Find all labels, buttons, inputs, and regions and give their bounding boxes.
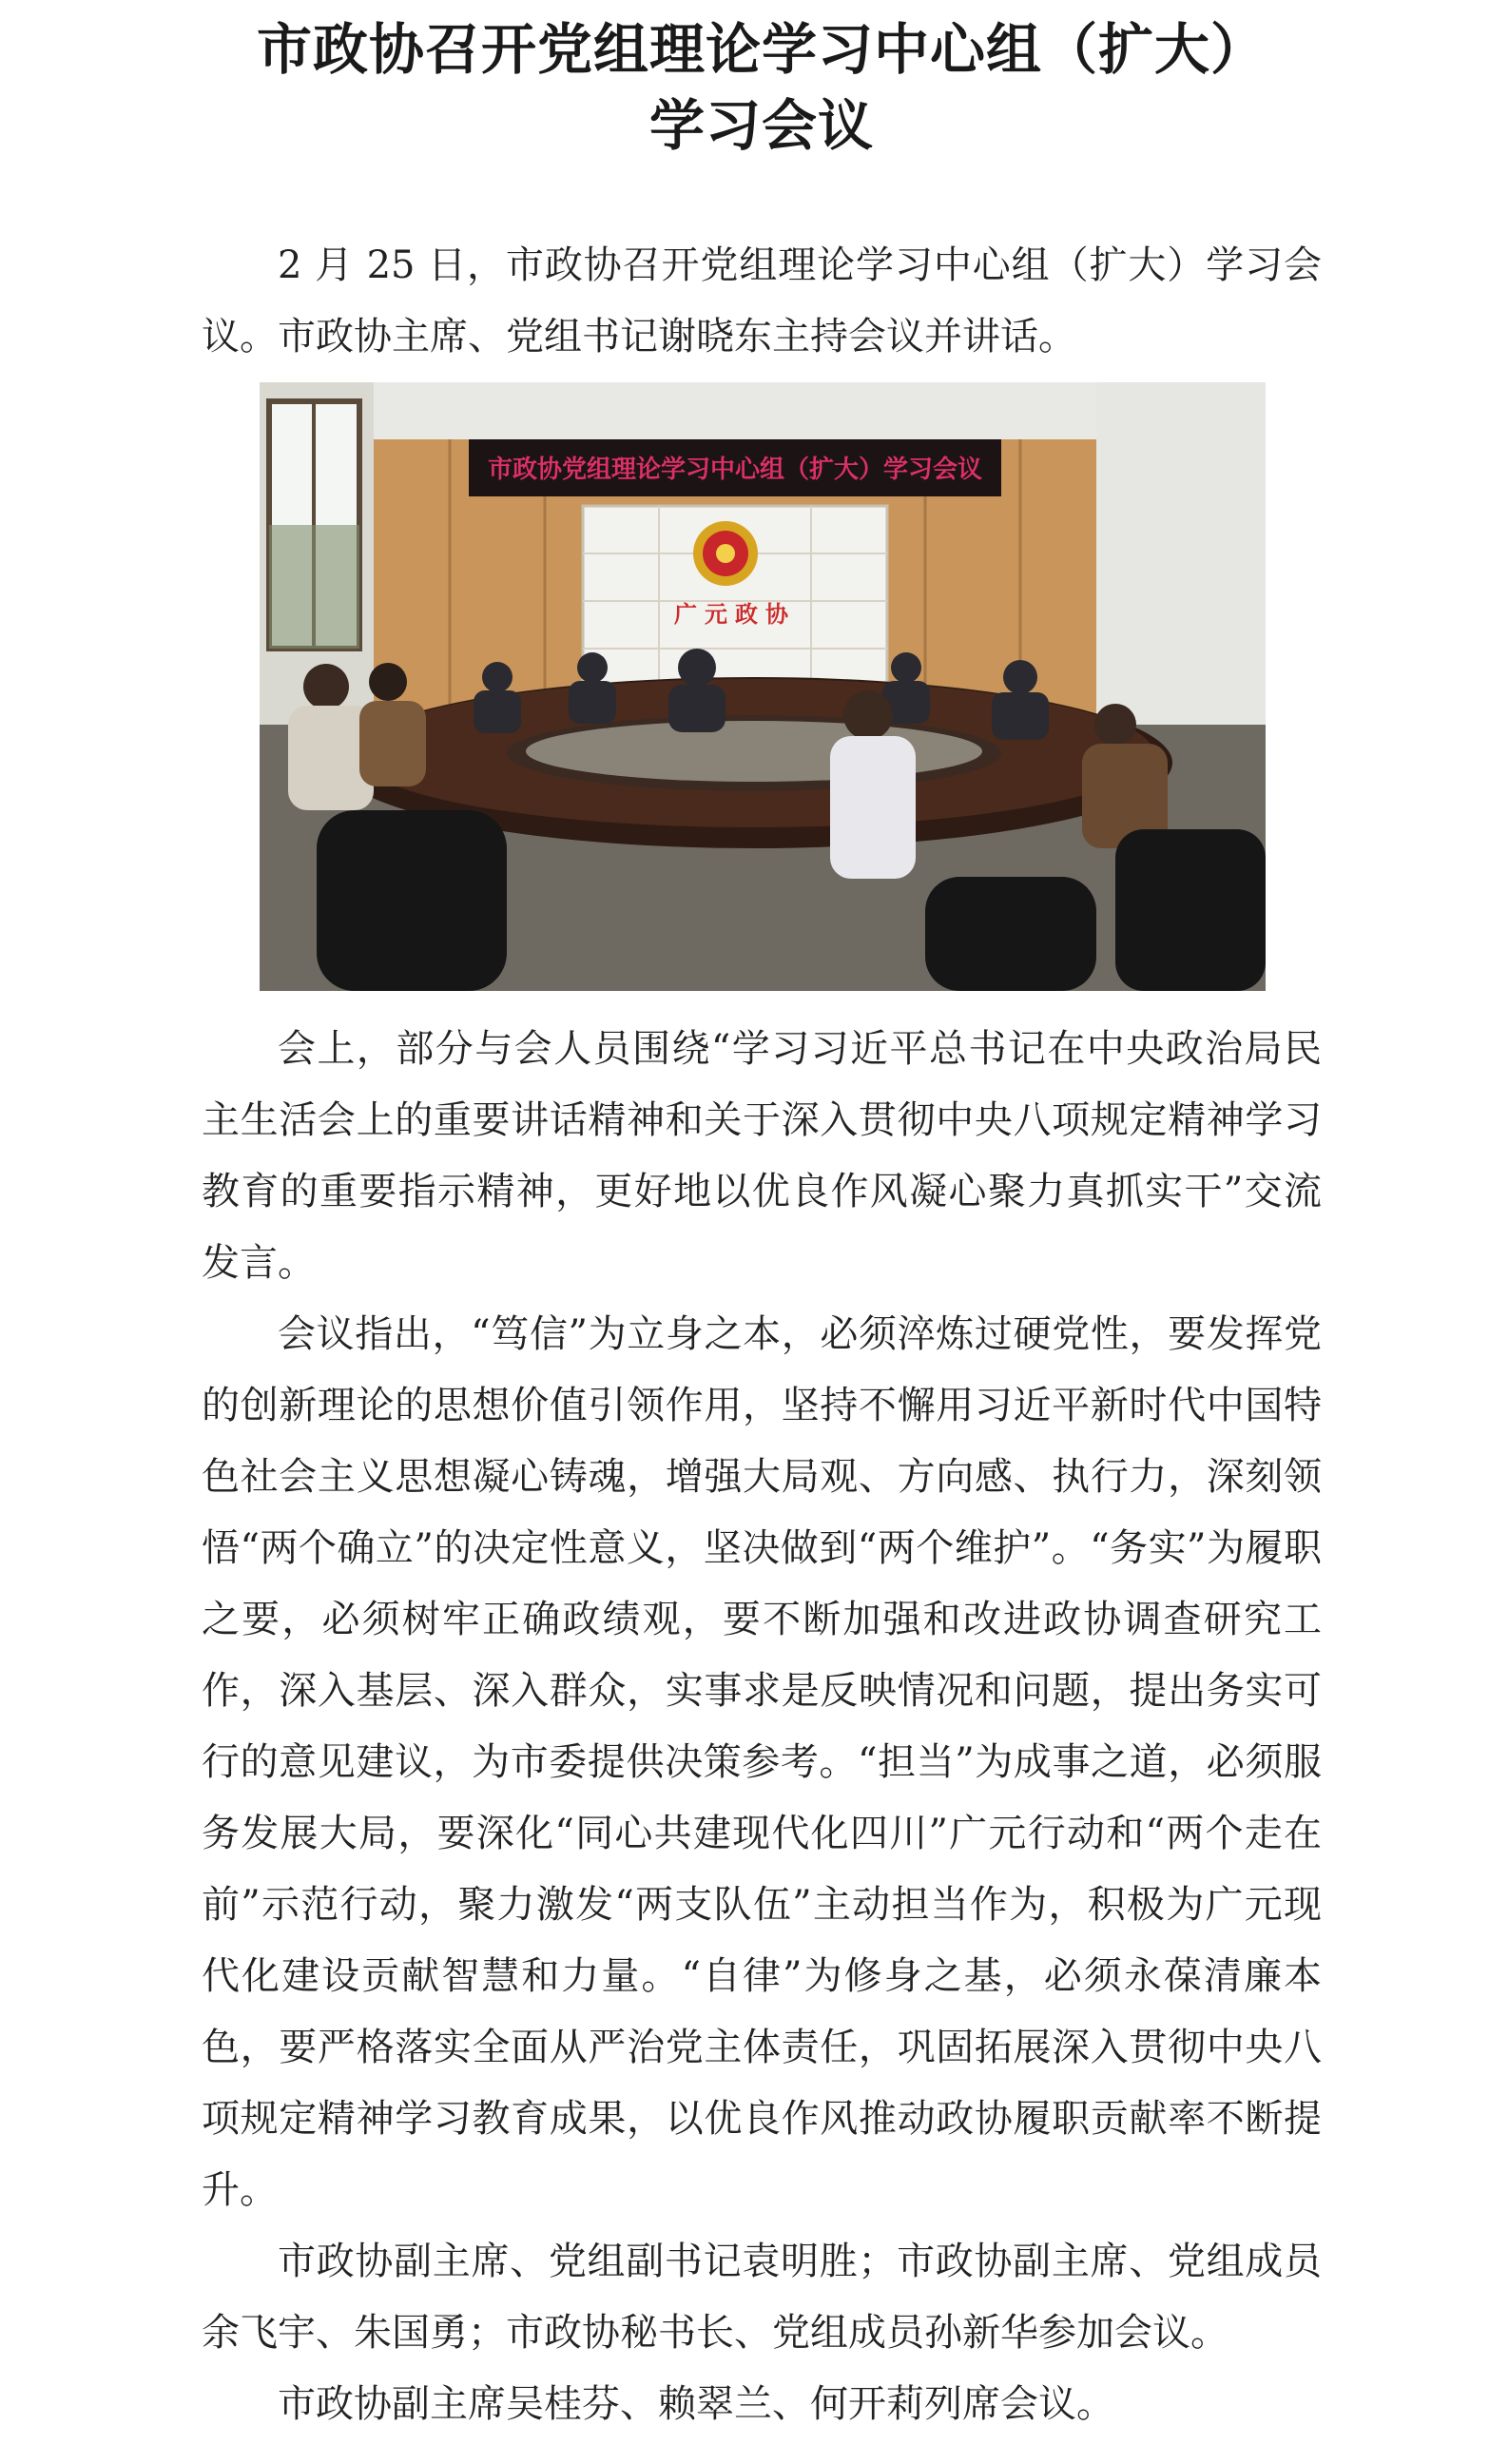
article-body — [202, 1014, 1322, 2440]
paragraph-1: 2 月 25 日，市政协召开党组理论学习中心组（扩大）学习会议。市政协主席、党组书记谢晓东主持会议并讲话。 — [202, 243, 1322, 359]
cppcc-emblem-icon — [693, 521, 758, 586]
title-line-2: 学习会议 — [648, 93, 874, 158]
meeting-photo — [260, 382, 1266, 991]
paragraph-5: 市政协副主席吴桂芬、赖翠兰、何开莉列席会议。 — [278, 2382, 1114, 2426]
led-banner-text: 市政协党组理论学习中心组（扩大）学习会议 — [487, 456, 983, 484]
paragraph-3: 会议指出，“笃信”为立身之本，必须淬炼过硬党性，要发挥党的创新理论的思想价值引领作用，坚持不懈用习近平新时代中国特色社会主义思想凝心铸魂，增强大局观、方向感、执行力，深刻领悟“两个确立”的决定性意义，坚决做到“两个维护”。“务实”为履职之要，必须树牢正确政绩观，要不断加强和改进政协调查研究工作，深入基层、深入群众，实事求是反映情况和问题，提出务实可行的意见建议，为市委提供决策参考。“担当”为成事之道，必须服务发展大局，要深化“同心共建现代化四川”广元行动和“两个走在前”示范行动，聚力激发“两支队伍”主动担当作为，积极为广元现代化建设贡献智慧和力量。“自律”为修身之基，必须永葆清廉本色，要严格落实全面从严治党主体责任，巩固拓展深入贯彻中央八项规定精神学习教育成果，以优良作风推动政协履职贡献率不断提升。 — [202, 1312, 1322, 2212]
article-intro — [202, 230, 1322, 373]
meeting-room-illustration — [260, 382, 1266, 991]
wall-sign-text: 广元政协 — [674, 601, 796, 628]
paragraph-4: 市政协副主席、党组副书记袁明胜；市政协副主席、党组成员余飞宇、朱国勇；市政协秘书长、党组成员孙新华参加会议。 — [202, 2240, 1322, 2355]
paragraph-2: 会上，部分与会人员围绕“学习习近平总书记在中央政治局民主生活会上的重要讲话精神和关于深入贯彻中央八项规定精神学习教育的重要指示精神，更好地以优良作风凝心聚力真抓实干”交流发言。 — [202, 1027, 1322, 1285]
article-title — [202, 0, 1322, 164]
article — [202, 0, 1322, 2426]
title-line-1: 市政协召开党组理论学习中心组（扩大） — [256, 17, 1267, 82]
